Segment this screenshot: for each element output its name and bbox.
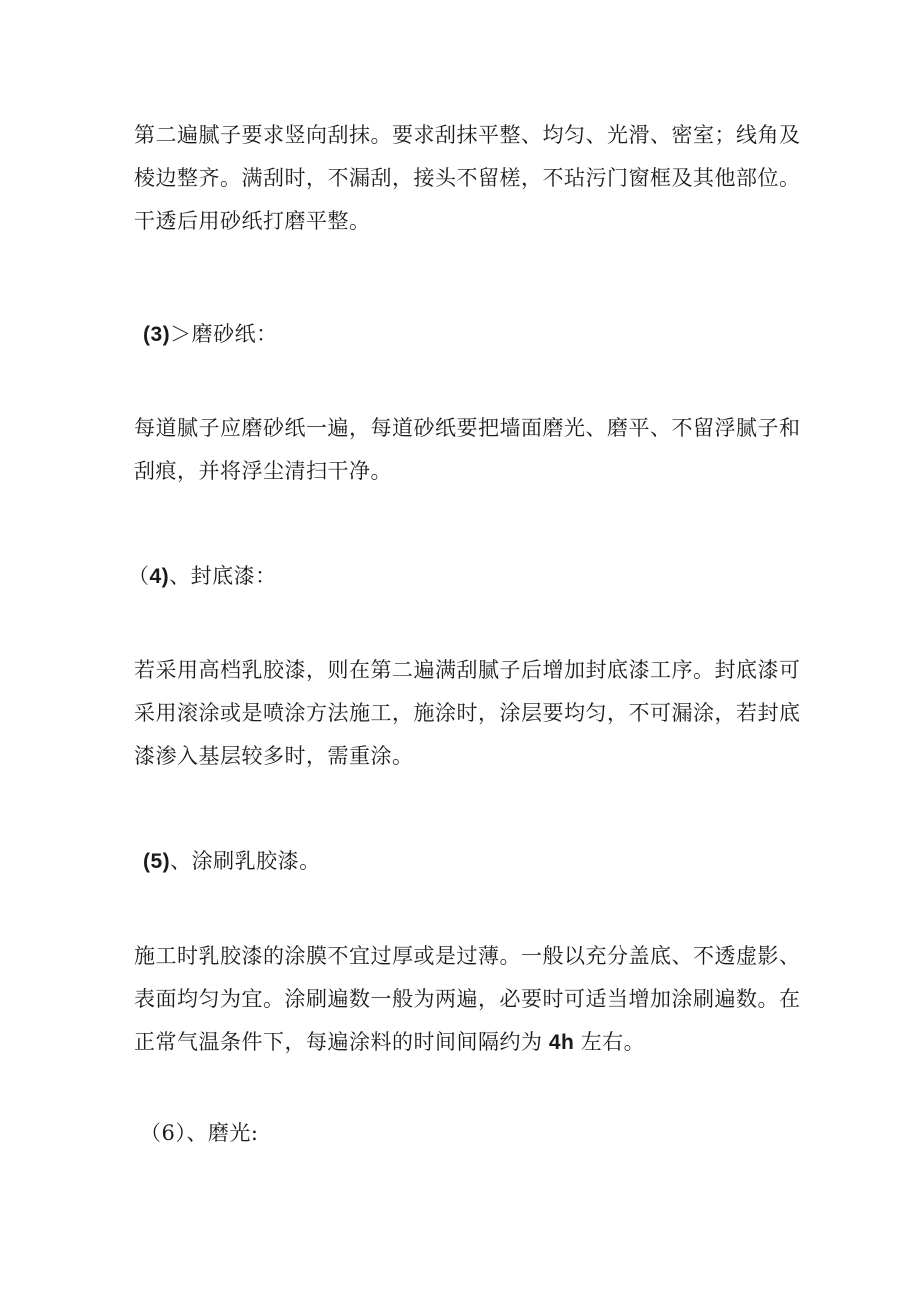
paragraph-sanding: 每道腻子应磨砂纸一遍，每道砂纸要把墙面磨光、磨平、不留浮腻子和刮痕，并将浮尘清扫干净。: [134, 416, 801, 483]
heading-polishing: （6）、磨光:: [140, 1121, 259, 1145]
paragraph-latex-paint-interval: 4h: [542, 1031, 581, 1054]
heading-latex-paint-number: (5): [143, 850, 171, 873]
heading-latex-paint-text: 、涂刷乳胶漆。: [170, 849, 321, 873]
paragraph-latex-paint: [134, 935, 814, 1064]
heading-primer-number: 4): [149, 565, 170, 588]
paragraph-second-putty: 第二遍腻子要求竖向刮抹。要求刮抹平整、均匀、光滑、密室；线角及棱边整齐。满刮时，不漏刮，接头不留槎，不玷污门窗框及其他部位。干透后用砂纸打磨平整。: [134, 123, 801, 233]
heading-primer-text: 、封底漆：: [169, 564, 277, 588]
heading-sanding: [143, 313, 278, 356]
heading-latex-paint: [143, 840, 321, 883]
heading-primer-open-paren: （: [128, 564, 150, 588]
heading-sanding-text: ＞磨砂纸：: [170, 322, 278, 346]
paragraph-primer: 若采用高档乳胶漆，则在第二遍满刮腻子后增加封底漆工序。封底漆可采用滚涂或是喷涂方法施工，施涂时，涂层要均匀，不可漏涂，若封底漆渗入基层较多时，需重涂。: [134, 658, 801, 768]
paragraph-latex-paint-tail: 左右。: [580, 1030, 646, 1054]
heading-primer: [128, 555, 277, 598]
paragraph-latex-paint-text: 施工时乳胶漆的涂膜不宜过厚或是过薄。一般以充分盖底、不透虚影、表面均匀为宜。涂刷遍数一般为两遍，必要时可适当增加涂刷遍数。在正常气温条件下，每遍涂料的时间间隔约为: [134, 944, 801, 1054]
heading-sanding-number: (3): [143, 323, 171, 346]
